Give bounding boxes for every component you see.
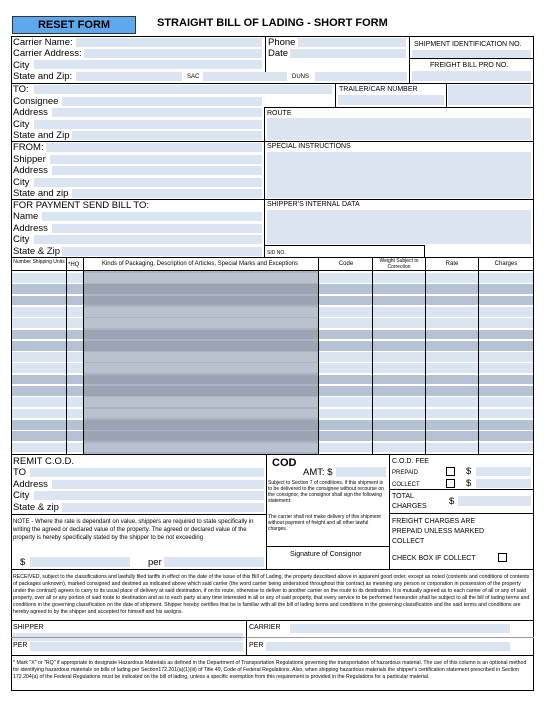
payment-name-field[interactable] [42, 212, 262, 221]
item-cell[interactable] [373, 397, 425, 407]
item-cell[interactable] [12, 296, 66, 306]
prepaid-dollar: $ [466, 466, 472, 477]
carrier-address-field[interactable] [84, 49, 262, 58]
item-cell[interactable] [479, 341, 533, 351]
item-cell[interactable] [319, 409, 372, 419]
freight-bill-label: FREIGHT BILL PRO NO. [430, 62, 509, 69]
carrier-sign-field[interactable] [290, 624, 510, 633]
item-cell[interactable] [373, 409, 425, 419]
from-address-field[interactable] [52, 166, 262, 175]
special-instructions-label: SPECIAL INSTRUCTIONS [267, 143, 351, 150]
item-cell[interactable] [479, 443, 533, 453]
item-cell[interactable] [84, 273, 318, 283]
item-cell[interactable] [426, 409, 478, 419]
carrier-name-label: Carrier Name: [13, 37, 73, 48]
remit-address-label: Address [13, 479, 48, 490]
sac-field[interactable] [203, 72, 287, 81]
received-text: RECEIVED, subject to the classifications and lawfully filed tariffs in effect on the date of the issue of this Bill of Lading, the property described above in apparent good order, except as noted (contents and conditions of contents of packages unknown), marked consigned and destined as indicated above which said carrier (the word carrier being understood throughout this contract as meaning any person or corporation in possession of the property under the contract) agrees to carry to its usual place of delivery at said destination, if on its route, otherwise to deliver to another carrier on the route to its destination. It is mutually agreed as to each carrier of all or any of said property, over all or any portion of said route to destination and as to each party at any time interested in all or any of said property, that every service to be performed hereunder shall be subject to all the bill of lading terms and conditions in the governing classification on the date of shipment. Shipper hereby certifies that he is familiar with all the bill of lading terms and conditions in the governing classification and the said terms and conditions are hereby agreed to by the shipper and accepted for himself and his assigns. [13, 574, 530, 615]
to-city-field[interactable] [34, 120, 262, 129]
declared-value-field[interactable] [30, 557, 130, 567]
item-cell[interactable] [373, 352, 425, 362]
collect-checkbox[interactable] [446, 479, 455, 488]
item-cell[interactable] [426, 284, 478, 294]
item-cell[interactable] [67, 307, 83, 317]
col-kinds-header: Kinds of Packaging, Description of Articles, Special Marks and Exceptions [101, 261, 299, 267]
item-cell[interactable] [84, 386, 318, 396]
item-cell[interactable] [319, 284, 372, 294]
item-cell[interactable] [84, 352, 318, 362]
collect-freight-checkbox[interactable] [498, 553, 507, 562]
item-cell[interactable] [479, 375, 533, 385]
item-cell[interactable] [84, 397, 318, 407]
sac-label: SAC [187, 74, 200, 80]
route-label: ROUTE [267, 110, 292, 117]
prepaid-label: PREPAID [392, 470, 418, 476]
item-cell[interactable] [426, 431, 478, 441]
item-cell[interactable] [426, 273, 478, 283]
carrier-sign-label: CARRIER [249, 624, 281, 631]
cod-fee-label: C.O.D. FEE [392, 458, 429, 465]
declared-dollar: $ [20, 557, 26, 568]
item-cell[interactable] [319, 420, 372, 430]
item-cell[interactable] [319, 386, 372, 396]
item-cell[interactable] [426, 386, 478, 396]
remit-city-label: City [13, 490, 30, 501]
consignor-signature-label: Signature of Consignor [290, 551, 362, 558]
collect-amount-field[interactable] [476, 479, 531, 488]
duns-label: DUNS [292, 74, 310, 80]
item-cell[interactable] [84, 409, 318, 419]
col-weight-header: Weight Subject to Correction [379, 258, 419, 270]
freight-charges-text: FREIGHT CHARGES ARE PREPAID UNLESS MARKED COLLECT [392, 518, 485, 545]
item-cell[interactable] [12, 307, 66, 317]
payment-state-zip-field[interactable] [62, 247, 262, 256]
item-cell[interactable] [373, 363, 425, 373]
col-rate-header: Rate [445, 261, 459, 267]
item-cell[interactable] [12, 375, 66, 385]
item-cell[interactable] [67, 397, 83, 407]
item-cell[interactable] [67, 296, 83, 306]
item-cell[interactable] [12, 284, 66, 294]
carrier-state-zip-field[interactable] [76, 72, 182, 81]
item-cell[interactable] [319, 443, 372, 453]
item-cell[interactable] [67, 363, 83, 373]
footnote-text: * Mark "X" or "RQ" if appropriate to designate Hazardous Materials as defined in the Department of Transportation Regulations governing the transportation of hazardous material. The use of this column is an optional method for identifying hazardous materials on bills of lading per Section172.201(a)(1)(iii) of Title 49, Code of Federal Regulations. Also, when shipping hazardous materials the shipper's certification statement prescribed in Section 172.204(a) of the Federal Regulations must be indicated on the bill of lading, unless a specific exemption from this requirement is provided in the Regulations for a particular material. [13, 660, 527, 680]
item-cell[interactable] [67, 341, 83, 351]
trailer-label: TRAILER/CAR NUMBER [339, 86, 418, 93]
carrier-address-label: Carrier Address: [13, 48, 82, 59]
item-cell[interactable] [426, 352, 478, 362]
item-cell[interactable] [426, 318, 478, 328]
remit-to-label: TO [13, 467, 27, 478]
phone-field[interactable] [298, 38, 406, 47]
cod-amount-label: AMT: $ [303, 467, 333, 478]
to-address-label: Address [13, 107, 48, 118]
remit-address-field[interactable] [52, 480, 264, 489]
carrier-delivery-text: The carrier shall not make delivery of this shipment without payment of freight and all other lawful charges. [268, 514, 381, 532]
item-cell[interactable] [67, 409, 83, 419]
item-cell[interactable] [319, 431, 372, 441]
item-cell[interactable] [12, 363, 66, 373]
consignee-label: Consignee [13, 96, 59, 107]
check-if-collect-label: CHECK BOX IF COLLECT [392, 555, 476, 562]
item-cell[interactable] [84, 284, 318, 294]
item-cell[interactable] [84, 431, 318, 441]
item-cell[interactable] [84, 330, 318, 340]
col-code-header: Code [338, 261, 354, 267]
date-field[interactable] [290, 49, 406, 58]
cod-amount-field[interactable] [336, 467, 386, 477]
item-cell[interactable] [373, 284, 425, 294]
item-cell[interactable] [426, 341, 478, 351]
carrier-city-label: City [13, 60, 30, 71]
shipper-label: Shipper [13, 154, 46, 165]
total-charges-field[interactable] [458, 496, 531, 506]
item-cell[interactable] [479, 420, 533, 430]
item-cell[interactable] [373, 330, 425, 340]
item-cell[interactable] [67, 386, 83, 396]
item-cell[interactable] [373, 375, 425, 385]
item-cell[interactable] [12, 386, 66, 396]
declared-per-label: per [148, 557, 162, 568]
section7-text: Subject to Section 7 of conditions, if this shipment is to be delivered to the consignee without recourse on the consignor, the consignor shall sign the following statement: [268, 480, 384, 504]
item-cell[interactable] [12, 420, 66, 430]
internal-data-field[interactable] [267, 210, 531, 244]
item-cell[interactable] [319, 330, 372, 340]
item-cell[interactable] [373, 431, 425, 441]
payment-label: FOR PAYMENT SEND BILL TO: [13, 200, 150, 211]
trailer-extra-field[interactable] [448, 85, 531, 105]
prepaid-checkbox[interactable] [446, 467, 455, 476]
consignee-field[interactable] [62, 97, 262, 106]
freight-bill-field[interactable] [412, 71, 531, 81]
col-hq-header: *HQ [68, 262, 80, 268]
item-cell[interactable] [426, 363, 478, 373]
item-cell[interactable] [67, 443, 83, 453]
item-cell[interactable] [479, 296, 533, 306]
shipper-per-label: PER [13, 642, 28, 649]
shipment-id-field[interactable] [412, 50, 531, 58]
item-cell[interactable] [67, 273, 83, 283]
item-cell[interactable] [12, 352, 66, 362]
item-cell[interactable] [479, 307, 533, 317]
item-cell[interactable] [67, 318, 83, 328]
item-cell[interactable] [319, 341, 372, 351]
item-cell[interactable] [373, 318, 425, 328]
item-cell[interactable] [319, 352, 372, 362]
from-field[interactable] [46, 143, 262, 152]
remit-to-field[interactable] [30, 468, 264, 477]
item-cell[interactable] [373, 420, 425, 430]
item-cell[interactable] [426, 375, 478, 385]
item-cell[interactable] [84, 341, 318, 351]
to-state-zip-label: State and Zip [13, 130, 70, 141]
date-label: Date [268, 48, 289, 59]
declared-per-field[interactable] [164, 557, 264, 567]
carrier-per-field[interactable] [266, 642, 510, 651]
item-cell[interactable] [426, 397, 478, 407]
item-cell[interactable] [84, 443, 318, 453]
payment-city-field[interactable] [34, 235, 262, 244]
item-cell[interactable] [12, 397, 66, 407]
item-cell[interactable] [426, 330, 478, 340]
from-label: FROM: [13, 142, 44, 153]
item-cell[interactable] [373, 341, 425, 351]
note-text: NOTE - Where the rate is dependant on value, shippers are required to state specifically in writing the agreed or declared value of the property. The agreed or declared value of the property is hereby specifically stated by the shipper to be not exceeding [13, 519, 254, 541]
payment-address-field[interactable] [52, 224, 262, 233]
item-cell[interactable] [319, 318, 372, 328]
cod-title: COD [272, 457, 297, 469]
item-cell[interactable] [67, 284, 83, 294]
item-cell[interactable] [84, 363, 318, 373]
sid-label: SID NO. [267, 250, 286, 256]
item-cell[interactable] [12, 330, 66, 340]
payment-city-label: City [13, 234, 30, 245]
remit-state-zip-field[interactable] [62, 503, 264, 512]
carrier-state-zip-label: State and Zip: [13, 71, 73, 82]
item-cell[interactable] [426, 443, 478, 453]
item-cell[interactable] [12, 318, 66, 328]
item-cell[interactable] [373, 307, 425, 317]
from-address-label: Address [13, 165, 48, 176]
item-cell[interactable] [479, 318, 533, 328]
item-cell[interactable] [67, 420, 83, 430]
item-cell[interactable] [67, 352, 83, 362]
remit-state-zip-label: State & zip [13, 502, 59, 513]
collect-dollar: $ [466, 478, 472, 489]
to-state-zip-field[interactable] [72, 131, 262, 140]
carrier-city-field[interactable] [34, 60, 262, 69]
item-cell[interactable] [12, 341, 66, 351]
item-cell[interactable] [84, 420, 318, 430]
item-cell[interactable] [479, 352, 533, 362]
collect-label: COLLECT [392, 482, 420, 488]
item-cell[interactable] [84, 375, 318, 385]
trailer-field[interactable] [338, 95, 444, 105]
item-cell[interactable] [479, 284, 533, 294]
item-cell[interactable] [479, 363, 533, 373]
item-cell[interactable] [319, 375, 372, 385]
item-cell[interactable] [373, 296, 425, 306]
special-instructions-field[interactable] [267, 152, 531, 198]
shipper-per-field[interactable] [30, 642, 243, 651]
reset-form-button[interactable]: RESET FORM [12, 16, 136, 34]
item-cell[interactable] [319, 307, 372, 317]
duns-field[interactable] [315, 72, 407, 81]
item-cell[interactable] [319, 397, 372, 407]
remit-city-field[interactable] [34, 491, 264, 500]
to-address-field[interactable] [52, 108, 262, 117]
from-city-label: City [13, 177, 30, 188]
item-cell[interactable] [479, 386, 533, 396]
route-field[interactable] [267, 118, 531, 140]
shipper-sign-label: SHIPPER [13, 624, 44, 631]
col-charges-header: Charges [494, 261, 518, 267]
shipper-field[interactable] [50, 155, 262, 164]
item-cell[interactable] [479, 409, 533, 419]
item-cell[interactable] [84, 307, 318, 317]
page-title: STRAIGHT BILL OF LADING - SHORT FORM [157, 17, 388, 29]
item-cell[interactable] [67, 431, 83, 441]
item-cell[interactable] [67, 330, 83, 340]
item-cell[interactable] [479, 273, 533, 283]
item-cell[interactable] [373, 273, 425, 283]
to-field[interactable] [34, 85, 332, 94]
remit-label: REMIT C.O.D. [13, 456, 75, 467]
shipment-id-label: SHIPMENT IDENTIFICATION NO. [414, 41, 522, 48]
item-cell[interactable] [319, 363, 372, 373]
item-cell[interactable] [426, 296, 478, 306]
item-cell[interactable] [12, 443, 66, 453]
item-cell[interactable] [479, 397, 533, 407]
item-cell[interactable] [12, 431, 66, 441]
to-label: TO: [13, 84, 29, 95]
carrier-per-label: PER [249, 642, 264, 649]
payment-name-label: Name [13, 211, 39, 222]
item-cell[interactable] [12, 273, 66, 283]
item-cell[interactable] [373, 443, 425, 453]
total-dollar: $ [449, 496, 455, 507]
payment-state-zip-label: State & Zip [13, 246, 60, 257]
item-cell[interactable] [319, 273, 372, 283]
from-state-zip-field[interactable] [72, 189, 262, 198]
item-cell[interactable] [479, 330, 533, 340]
item-cell[interactable] [319, 296, 372, 306]
col-units-header: Number Shipping Units [13, 259, 65, 265]
from-state-zip-label: State and zip [13, 188, 69, 199]
item-cell[interactable] [84, 296, 318, 306]
payment-address-label: Address [13, 223, 48, 234]
item-cell[interactable] [426, 307, 478, 317]
item-cell[interactable] [373, 386, 425, 396]
item-cell[interactable] [426, 420, 478, 430]
to-city-label: City [13, 119, 30, 130]
total-charges-label: TOTAL CHARGES [392, 493, 427, 510]
from-city-field[interactable] [34, 178, 262, 187]
internal-data-label: SHIPPER'S INTERNAL DATA [267, 201, 360, 208]
carrier-name-field[interactable] [76, 38, 262, 47]
item-cell[interactable] [84, 318, 318, 328]
item-cell[interactable] [479, 431, 533, 441]
phone-label: Phone [268, 37, 296, 48]
item-cell[interactable] [67, 375, 83, 385]
item-cell[interactable] [12, 409, 66, 419]
prepaid-amount-field[interactable] [476, 467, 531, 476]
